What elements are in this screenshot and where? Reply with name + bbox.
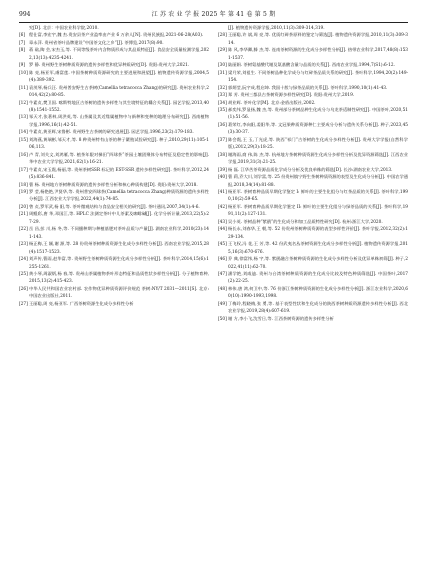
reference-number: [11]: [19, 85, 28, 91]
reference-number: [42]: [218, 204, 227, 210]
reference-text: 章永萍. 贵州省茶叶品牌建设“中国茶文化之乡”[J]. 茶博览,2017(8):90.: [29, 40, 164, 46]
reference-number: [8]: [19, 48, 26, 54]
reference-number: [40]: [218, 175, 227, 181]
reference-text: 杨 磊. 江华苦茶资源品质化学成分分析及优良单株的筛选[D]. 长沙:湖南农业大学,2013.: [228, 167, 393, 173]
reference-text: 陈 风,李华卿,滕 杰,等. 连南茶树资源的生化成分多样性分析[J]. 热带农业科学,2017,48(8):1531-1537.: [228, 48, 408, 61]
reference-entry: [19, 129, 209, 136]
journal-running-title: 江 苏 农 业 学 报 2025 年 第 41 卷 第 5 期: [151, 11, 276, 18]
reference-number: [30]: [218, 63, 227, 69]
reference-number: [39]: [218, 167, 227, 173]
reference-text: 丁梅玲,程晓梅,张 勇,等. 基于表型性状和生化成分的陕西茶树种质资源遗传多样性分析[J]. 西北农业学报,2019,28(4):607-619.: [228, 301, 408, 315]
reference-text: 潘学艳,刘咸迪. 贵州与台湾茶树种质资源的生化成分比较及特色种质筛选[J]. 中国茶叶,2017(2):22-25.: [228, 271, 408, 285]
reference-number: [38]: [218, 152, 227, 158]
reference-number: [47]: [218, 271, 227, 277]
reference-entry: [218, 100, 408, 107]
reference-number: [6]: [19, 33, 26, 39]
reference-entry: [19, 152, 209, 167]
reference-text: 葛荣红,李向阳,姜阳华,等. 文冠果种质资源种仁主要成分分析与遗传关系分析[J]. 种子,2023,45(3):30-37.: [228, 122, 408, 136]
reference-number: [45]: [218, 242, 227, 248]
reference-text: [J]. 植物遗传资源学报,2010,11(3):309-314,319.: [228, 26, 325, 31]
reference-entry: [218, 25, 408, 32]
reference-entry: [218, 107, 408, 122]
reference-entry: [19, 32, 209, 39]
reference-text: 岳 昌,彭 川,杨 冬,等. 不同播种期与种植基肥对茶叶品质与产量[J]. 湖南农业科学,2010(23):141-143.: [29, 227, 209, 240]
reference-text: 乔 典,徐富纬,杨 宇,等. 紫鹃融合茶树种质资源的生化成分多样性分析及优异单株初筛[J]. 种子,2022,41(11):62-70.: [228, 257, 408, 270]
references-right-column: [218, 25, 408, 323]
reference-number: [28]: [218, 33, 227, 39]
reference-entry: [218, 92, 408, 99]
reference-text: 王飞权,冯 花,王 芳,等. 42 份武夷名丛茶树资源生化成分多样性分析[J]. 植物遗传资源学报,2015,16(3):670-676.: [228, 242, 408, 255]
reference-text: 陈 亮,杨亚军,虞富莲. 中国茶树种质资源研究的主要进展和展望[J]. 植物遗传资源学报,2004,5(4):389-392.: [29, 70, 209, 84]
reference-entry: [19, 47, 209, 62]
reference-entry: [19, 189, 209, 204]
reference-number: [33]: [218, 93, 227, 99]
reference-number: [49]: [218, 301, 227, 307]
reference-entry: [218, 70, 408, 85]
reference-entry: [19, 137, 209, 152]
reference-number: [36]: [218, 122, 227, 128]
reference-entry: [19, 271, 209, 286]
reference-entry: [19, 182, 209, 189]
reference-entry: [218, 122, 408, 137]
reference-text: 杨正梅,王 颖,谢 源,等. 28 份贵州茶树种质资源生化成分多样性分析[J]. 西南农业学报,2015,28(4):1517-1523.: [29, 242, 209, 255]
reference-text: 刘声传,曹雨,赵华富,等. 贵州野生茶树种质资源生化成分多样性分析[J]. 茶叶科学,2014,15(6):1255-1261.: [29, 257, 209, 270]
reference-text: 牛素贞,樊卫国. 喀斯特地区古茶树的遗传多样性与其生境特征的耦合关系[J]. 园艺学报,2013,40(8):1541-1552.: [29, 100, 209, 113]
reference-entry: [218, 174, 408, 189]
reference-number: [50]: [218, 316, 227, 322]
reference-text: 谢 方,李小飞,沈雪日,等. 江西茶树资源的遗传多样性分析: [228, 316, 334, 322]
reference-entry: [19, 301, 209, 308]
reference-entry: [218, 286, 408, 301]
reference-text: 曹 杨. 贵州地方茶树种质资源的遗传多样性分析和核心种质构建[D]. 贵阳:贵州大学,2018.: [29, 182, 198, 188]
reference-number: [23]: [19, 242, 28, 248]
page-header: [19, 9, 408, 21]
reference-text: 罗 莹,杨艳艳,尹贤华,等. 贵州普安四球茶(Camellia tetracocca Zhang)种质资源的遗传多样性分析[J]. 江西农业大学学报,2022,44(1):74-85.: [29, 189, 209, 203]
reference-entry: [19, 167, 209, 182]
reference-text: 吴小英. 茶树品种“紫鹃”的生化成分和加工品质特性研究[D]. 杭州:浙江大学,2020.: [228, 219, 383, 225]
reference-entry: [19, 286, 209, 301]
reference-text: 陈会霞,王 玉,丁光虎,等. 陕西“祁门”古茶树的生化成分多样性分析[J]. 贵州大学学报(自然科学版),2012,29(3):18-25.: [228, 137, 408, 151]
reference-entry: [218, 32, 408, 47]
reference-text: 杨长永,刘春华,王 朝,等. 52 份贵州茶树种质资源的表型多样性评价[J]. 茶叶学报,2012,32(2):129-134.: [228, 227, 408, 240]
reference-text: 郑 芳. 贵州三都县古茶树资源多样性研究[D]. 贵阳:贵州大学,2019.: [228, 93, 355, 99]
reference-text: 林伟,唐 鸿,何卫中,等. 76 份浙江茶树种质资源的生化成分多样性分析[J]. 浙江农业科学,2020,60(10):1990-1993,1998.: [228, 286, 408, 300]
reference-text: 蒋 础,陶 会,宋杰玉,等. 不同等级茶叶内含物质形成与其品质特征[J]. 食品安全质量检测学报,2022,13(13):4235-4241.: [29, 48, 209, 61]
reference-text: 曹 莉,乔大川,刘学富,等. 25 份贵州镇宁野生茶树种质资源的表型及生化成分分析[J]. 中国农学通报,2018,34(14):81-88.: [228, 175, 408, 188]
reference-text: 袁茂琴,杨兵汪. 贵州普安野生古茶树(Camellia tetracocca Zhang)的研究[J]. 贵州农业科学,2014,42(2):80-85.: [29, 85, 209, 99]
reference-number: [15]: [19, 137, 28, 143]
reference-number: [21]: [19, 212, 28, 218]
reference-text: 卢 青,刘关文,刘鸿雁,等. 植茶年限对梯田“四球茶”茶园土壤团聚体分布特征及稳定性的影响[J]. 华中农业大学学报,2021,62(1):16-21.: [29, 152, 209, 166]
reference-number: [41]: [218, 189, 227, 195]
reference-entry: [19, 70, 209, 85]
reference-entry: [218, 219, 408, 226]
reference-number: [14]: [19, 130, 28, 136]
reference-entry: [19, 256, 209, 271]
reference-text: 中华人民共和国农业农村部. 农作物优异种质资源评价规范 茶树:NY/T 2031—2011[S]. 北京:中国农业出版社,2011.: [29, 286, 209, 300]
reference-number: [16]: [19, 152, 28, 158]
reference-number: [10]: [19, 70, 28, 76]
reference-text: 曾 贞,罗军武,杨 阳,等. 茶叶微观结构与食品安全相关的研究[J]. 茶叶通讯,2007,34(1):4-6.: [29, 204, 200, 210]
reference-entry: [19, 204, 209, 211]
reference-number: [9]: [19, 63, 26, 69]
reference-text: 究[D]. 北京：中国农业科学院,2010.: [29, 26, 99, 31]
reference-number: [35]: [218, 107, 227, 113]
reference-entry: [19, 226, 209, 241]
reference-entry: [218, 316, 408, 323]
reference-entry: [218, 301, 408, 316]
reference-entry: [19, 211, 209, 226]
reference-text: 杨亚军. 茶树育种品质早期化学鉴定 I: 鲜叶的主要生化组分与红茶品质的关系[J]. 茶叶科学,1990,10(2):59-65.: [228, 189, 408, 203]
reference-entry: [19, 241, 209, 256]
reference-text: 王丽聪,许 斌,周 亮,等. 优质红碎茶原料的鉴定与筛选[J]. 植物遗传资源学报,2010,11(3):309-314.: [228, 33, 408, 46]
reference-number: [46]: [218, 257, 227, 263]
reference-entry: [218, 204, 408, 219]
reference-entry: [19, 114, 209, 129]
reference-number: [26]: [19, 286, 28, 292]
reference-entry: [19, 62, 209, 69]
reference-number: [32]: [218, 85, 227, 91]
reference-number: [48]: [218, 286, 227, 292]
reference-text: 黄小琴,周淑炳,杨 春,等. 贵州山茶属植物茶叶形态特征和品质性状多样性分析[J]. 分子植物育种,2015,13(2):415-423.: [29, 271, 209, 285]
page-number: 994: [19, 11, 31, 18]
reference-entry: [218, 137, 408, 152]
reference-text: 王丽聪,周 亮,杨亚军. 广西茶树资源生化成分多样性分析: [29, 301, 134, 307]
reference-number: [7]: [19, 40, 26, 46]
reference-text: 邹天才,张著林,周洪英,等. 山茶属及其近缘属植物中与新种和变种的地理分布研究[J]. 西南植物学报,1996,16(1):42-51.: [29, 115, 209, 128]
reference-text: 牛素贞,宋玉霞,杨丽,等. 贵州茶树SSR 标记的 EST-SSR 遗传多样性研究[J]. 茶叶科学,2012,24(5):836-841.: [29, 167, 209, 181]
reference-entry: [19, 40, 209, 47]
reference-text: 谢海雨,商 伟,陈 杰,等. 杭州地方茶树种质资源生化成分多样性分析及优异资源筛选[J]. 江西农业学报,2019,31(3):21-25.: [228, 152, 408, 166]
reference-number: [31]: [218, 70, 227, 76]
reference-entry: [218, 167, 408, 174]
reference-number: [19]: [19, 189, 28, 195]
reference-number: [13]: [19, 115, 28, 121]
reference-entry: [19, 25, 209, 32]
reference-number: [29]: [218, 48, 227, 54]
reference-number: [24]: [19, 257, 28, 263]
reference-entry: [218, 241, 408, 256]
reference-text: 周鲲彩,唐 华,邓国江,等. HPLC 法测定茶叶中儿茶素及咖啡碱[J]. 化学分析计量,2013,22(5):27-29.: [29, 212, 209, 225]
header-divider: [19, 22, 408, 23]
reference-number: [25]: [19, 271, 28, 277]
reference-text: 程仕富,李宏宇,魏 杰.贵安县茶产业盈率由产业 6 万余人[N]. 贵州民族报,2021-06-28(A03).: [29, 33, 204, 39]
reference-number: [22]: [19, 227, 28, 233]
reference-entry: [218, 62, 408, 69]
reference-entry: [218, 271, 408, 286]
reference-entry: [218, 189, 408, 204]
reference-text: 梁月荣,刘祖生. 不同茶树品种化学成分与红碎茶品质关系的研究[J]. 茶叶科学,1994,20(2):149-154.: [228, 70, 408, 84]
reference-text: 牛素贞,黄亚辉,宋鲁彬. 贵州野生古茶树的研究进展[J]. 园艺学报,1996,23(2):179-183.: [29, 130, 194, 136]
reference-entry: [218, 226, 408, 241]
reference-entry: [218, 152, 408, 167]
reference-entry: [218, 256, 408, 271]
reference-text: 郝奕纬,罗显扬,魏 杰,等. 贵州部分茶树品种生化成分与乌龙茶适制性研究[J]. 中国茶叶,2020,51(1):51-56.: [228, 107, 408, 121]
reference-number: [17]: [19, 167, 28, 173]
reference-number: [27]: [19, 301, 28, 307]
reference-entry: [218, 47, 408, 62]
reference-number: [44]: [218, 227, 227, 233]
reference-number: [12]: [19, 100, 28, 106]
reference-number: [43]: [218, 219, 227, 225]
reference-entry: [19, 85, 209, 100]
reference-entry: [218, 85, 408, 92]
reference-number: [37]: [218, 137, 227, 143]
reference-text: 杨亚军. 茶树育种品质早期化学鉴定 II: 鲜叶的主要生化组分与绿茶品质的关系[J]. 茶叶科学,1991,11(2):127-131.: [228, 204, 408, 218]
reference-text: 郭炳莹,阮宇成,程启坤. 我国十般与绿茶品质的关系[J]. 茶叶科学,1990,10(1):41-43.: [228, 85, 388, 91]
reference-text: 陆丽娟. 茶树氨基酸代谢及氨基酸含量与品质的关系[J]. 西南农业学报,1994,7(S1):6-12.: [228, 63, 395, 69]
reference-entry: [19, 100, 209, 115]
reference-number: [18]: [19, 182, 28, 188]
reference-number: [20]: [19, 204, 28, 210]
reference-number: [34]: [218, 100, 227, 106]
reference-text: 刘海燕,黄瑞彬,邹天才,等. 8 种贵州特有山茶的种子繁殖试验研究[J]. 种子,2010,29(11):105-106,113.: [29, 137, 209, 151]
reference-text: 罗 静. 贵州野生茶树种质资源的遗传多样性和优异种质研究[D]. 贵阳:贵州大学,2021.: [29, 63, 190, 69]
references-left-column: [19, 25, 209, 308]
reference-text: 胡业辉. 茶叶化学[M]. 北京:金盾出版社,2002.: [228, 100, 316, 106]
